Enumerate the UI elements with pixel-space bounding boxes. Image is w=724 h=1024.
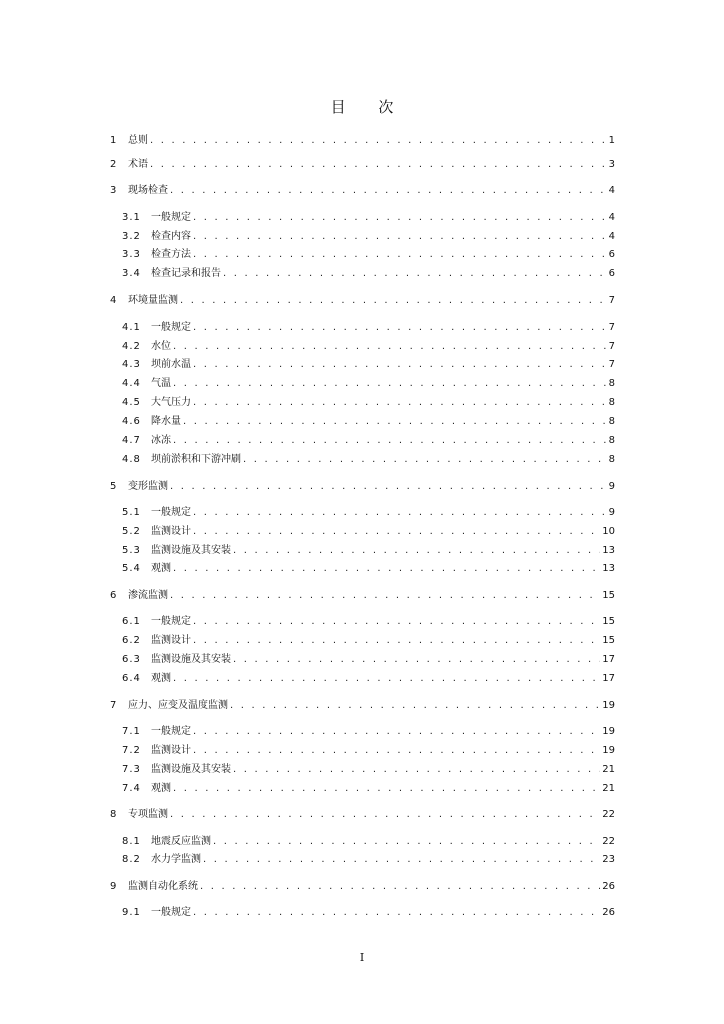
toc-dot-leader — [183, 416, 607, 428]
toc-entry-page: 4 — [608, 231, 615, 242]
toc-dot-leader — [193, 322, 607, 334]
toc-entry-number: 7.1 — [122, 726, 141, 737]
toc-entry[interactable] — [110, 293, 615, 307]
toc-entry[interactable] — [122, 210, 615, 224]
toc-entry-label: 监测设计 — [151, 635, 191, 646]
toc-entry-page: 19 — [602, 700, 615, 711]
toc-entry[interactable] — [110, 588, 615, 602]
toc-entry-label: 坝前淤积和下游冲刷 — [151, 454, 241, 465]
toc-entry-label: 观测 — [151, 563, 171, 574]
toc-entry[interactable] — [122, 671, 615, 685]
toc-dot-leader — [193, 616, 600, 628]
toc-entry-label: 变形监测 — [128, 481, 168, 492]
toc-entry-label: 一般规定 — [151, 507, 191, 518]
toc-dot-leader — [200, 881, 600, 893]
toc-entry-label: 冰冻 — [151, 435, 171, 446]
toc-entry[interactable] — [122, 414, 615, 428]
toc-entry[interactable] — [122, 339, 615, 353]
toc-entry-page: 7 — [608, 341, 615, 352]
toc-entry-label: 坝前水温 — [151, 359, 191, 370]
toc-entry-label: 监测设计 — [151, 745, 191, 756]
toc-dot-leader — [233, 654, 600, 666]
toc-entry-page: 22 — [602, 809, 615, 820]
toc-dot-leader — [170, 590, 600, 602]
toc-entry-label: 一般规定 — [151, 212, 191, 223]
toc-entry-page: 1 — [608, 135, 615, 146]
toc-entry-label: 渗流监测 — [128, 590, 168, 601]
toc-entry-page: 19 — [602, 745, 615, 756]
toc-entry-number: 6 — [110, 590, 117, 601]
toc-entry[interactable] — [122, 229, 615, 243]
toc-dot-leader — [150, 135, 607, 147]
toc-entry-label: 检查记录和报告 — [151, 268, 221, 279]
toc-entry[interactable] — [110, 133, 615, 147]
toc-dot-leader — [170, 185, 607, 197]
toc-entry-page: 17 — [602, 673, 615, 684]
toc-entry-label: 检查内容 — [151, 231, 191, 242]
toc-entry-number: 3.4 — [122, 268, 141, 279]
toc-dot-leader — [193, 507, 607, 519]
toc-entry-label: 观测 — [151, 673, 171, 684]
toc-entry-number: 3.2 — [122, 231, 141, 242]
toc-entry-number: 8.1 — [122, 836, 141, 847]
toc-entry-label: 一般规定 — [151, 907, 191, 918]
toc-entry-page: 8 — [608, 378, 615, 389]
toc-entry-number: 4.2 — [122, 341, 141, 352]
toc-entry-label: 监测设施及其安装 — [151, 764, 231, 775]
toc-entry[interactable] — [122, 724, 615, 738]
toc-entry[interactable] — [122, 247, 615, 261]
toc-entry-number: 9 — [110, 881, 117, 892]
toc-entry[interactable] — [110, 183, 615, 197]
toc-title: 目 次 — [330, 98, 408, 116]
toc-entry-label: 气温 — [151, 378, 171, 389]
toc-entry-label: 环境量监测 — [128, 295, 178, 306]
toc-entry-label: 术语 — [128, 159, 148, 170]
toc-entry-number: 6.4 — [122, 673, 141, 684]
toc-entry[interactable] — [122, 633, 615, 647]
toc-entry[interactable] — [122, 433, 615, 447]
toc-entry-number: 5.3 — [122, 545, 141, 556]
toc-dot-leader — [193, 907, 600, 919]
toc-entry[interactable] — [122, 743, 615, 757]
toc-entry-page: 7 — [608, 322, 615, 333]
toc-entry-number: 7.2 — [122, 745, 141, 756]
toc-entry-page: 7 — [608, 295, 615, 306]
toc-entry-label: 监测设施及其安装 — [151, 545, 231, 556]
toc-entry-label: 应力、应变及温度监测 — [128, 700, 228, 711]
toc-dot-leader — [170, 481, 607, 493]
toc-entry-number: 4.6 — [122, 416, 141, 427]
toc-entry-page: 15 — [602, 635, 615, 646]
toc-entry-page: 3 — [608, 159, 615, 170]
toc-entry-page: 22 — [602, 836, 615, 847]
toc-dot-leader — [233, 764, 600, 776]
toc-entry-number: 4 — [110, 295, 117, 306]
toc-entry-label: 专项监测 — [128, 809, 168, 820]
toc-entry-number: 4.1 — [122, 322, 141, 333]
toc-entry-page: 23 — [602, 854, 615, 865]
toc-entry-page: 21 — [602, 783, 615, 794]
toc-dot-leader — [173, 783, 600, 795]
toc-entry-number: 2 — [110, 159, 117, 170]
toc-dot-leader — [203, 854, 600, 866]
toc-entry-number: 5.4 — [122, 563, 141, 574]
toc-entry-label: 检查方法 — [151, 249, 191, 260]
toc-dot-leader — [193, 212, 607, 224]
toc-entry[interactable] — [122, 834, 615, 848]
toc-entry-page: 19 — [602, 726, 615, 737]
toc-entry-number: 5 — [110, 481, 117, 492]
toc-entry-label: 一般规定 — [151, 726, 191, 737]
toc-entry-number: 7.3 — [122, 764, 141, 775]
toc-entry[interactable] — [122, 561, 615, 575]
toc-entry[interactable] — [122, 762, 615, 776]
toc-entry[interactable] — [122, 505, 615, 519]
toc-entry[interactable] — [122, 452, 615, 466]
toc-dot-leader — [193, 526, 600, 538]
toc-entry-page: 6 — [608, 249, 615, 260]
toc-dot-leader — [193, 359, 607, 371]
toc-entry-page: 26 — [602, 907, 615, 918]
toc-entry-number: 7 — [110, 700, 117, 711]
toc-entry-number: 3.1 — [122, 212, 141, 223]
toc-dot-leader — [150, 159, 607, 171]
toc-dot-leader — [173, 341, 607, 353]
toc-dot-leader — [243, 454, 607, 466]
toc-entry-page: 13 — [602, 563, 615, 574]
toc-entry-label: 监测设施及其安装 — [151, 654, 231, 665]
toc-entry[interactable] — [110, 698, 615, 712]
toc-entry-page: 4 — [608, 185, 615, 196]
toc-entry-number: 3.3 — [122, 249, 141, 260]
toc-entry[interactable] — [122, 266, 615, 280]
toc-entry-number: 4.5 — [122, 397, 141, 408]
toc-dot-leader — [173, 435, 607, 447]
toc-entry-number: 4.4 — [122, 378, 141, 389]
toc-entry-page: 8 — [608, 397, 615, 408]
toc-dot-leader — [173, 563, 600, 575]
toc-entry-number: 6.1 — [122, 616, 141, 627]
toc-entry-label: 水位 — [151, 341, 171, 352]
toc-entry[interactable] — [122, 320, 615, 334]
toc-entry-number: 5.2 — [122, 526, 141, 537]
toc-entry-label: 一般规定 — [151, 322, 191, 333]
toc-entry-number: 4.7 — [122, 435, 141, 446]
toc-entry-label: 一般规定 — [151, 616, 191, 627]
toc-entry[interactable] — [122, 852, 615, 866]
toc-dot-leader — [193, 745, 600, 757]
toc-entry-number: 3 — [110, 185, 117, 196]
toc-dot-leader — [173, 673, 600, 685]
toc-dot-leader — [193, 397, 607, 409]
toc-entry-number: 1 — [110, 135, 117, 146]
toc-entry-number: 4.3 — [122, 359, 141, 370]
toc-dot-leader — [223, 268, 607, 280]
toc-entry[interactable] — [122, 652, 615, 666]
toc-dot-leader — [230, 700, 600, 712]
toc-entry[interactable] — [122, 781, 615, 795]
toc-entry-label: 降水量 — [151, 416, 181, 427]
toc-entry[interactable] — [122, 543, 615, 557]
toc-entry-page: 26 — [602, 881, 615, 892]
toc-entry-number: 5.1 — [122, 507, 141, 518]
toc-entry[interactable] — [110, 879, 615, 893]
toc-entry-number: 7.4 — [122, 783, 141, 794]
toc-entry[interactable] — [122, 524, 615, 538]
toc-entry-page: 9 — [608, 481, 615, 492]
toc-entry-number: 8.2 — [122, 854, 141, 865]
toc-entry[interactable] — [122, 905, 615, 919]
toc-entry-label: 水力学监测 — [151, 854, 201, 865]
toc-entry-label: 观测 — [151, 783, 171, 794]
toc-entry[interactable] — [122, 395, 615, 409]
toc-entry[interactable] — [110, 479, 615, 493]
toc-entry-page: 8 — [608, 435, 615, 446]
toc-entry-label: 现场检查 — [128, 185, 168, 196]
toc-entry[interactable] — [122, 357, 615, 371]
toc-entry-number: 6.2 — [122, 635, 141, 646]
toc-dot-leader — [193, 231, 607, 243]
toc-entry-label: 地震反应监测 — [151, 836, 211, 847]
toc-entry-number: 8 — [110, 809, 117, 820]
toc-entry-page: 8 — [608, 416, 615, 427]
toc-entry-page: 8 — [608, 454, 615, 465]
page-number: I — [359, 951, 365, 964]
toc-entry-page: 6 — [608, 268, 615, 279]
toc-entry-page: 13 — [602, 545, 615, 556]
toc-entry-label: 大气压力 — [151, 397, 191, 408]
toc-entry[interactable] — [110, 807, 615, 821]
toc-dot-leader — [170, 809, 600, 821]
toc-entry-number: 4.8 — [122, 454, 141, 465]
toc-dot-leader — [193, 249, 607, 261]
toc-entry-page: 10 — [602, 526, 615, 537]
toc-entry-label: 总则 — [128, 135, 148, 146]
toc-dot-leader — [193, 726, 600, 738]
toc-entry-page: 15 — [602, 590, 615, 601]
toc-entry[interactable] — [122, 614, 615, 628]
toc-dot-leader — [213, 836, 600, 848]
toc-dot-leader — [173, 378, 607, 390]
toc-entry-page: 4 — [608, 212, 615, 223]
toc-entry-label: 监测设计 — [151, 526, 191, 537]
toc-entry-label: 监测自动化系统 — [128, 881, 198, 892]
toc-entry[interactable] — [110, 157, 615, 171]
toc-entry-page: 15 — [602, 616, 615, 627]
toc-entry-number: 9.1 — [122, 907, 141, 918]
toc-entry-page: 7 — [608, 359, 615, 370]
toc-entry-page: 9 — [608, 507, 615, 518]
toc-dot-leader — [180, 295, 607, 307]
toc-entry-page: 21 — [602, 764, 615, 775]
toc-entry-number: 6.3 — [122, 654, 141, 665]
toc-entry[interactable] — [122, 376, 615, 390]
toc-entry-page: 17 — [602, 654, 615, 665]
toc-dot-leader — [233, 545, 600, 557]
toc-dot-leader — [193, 635, 600, 647]
